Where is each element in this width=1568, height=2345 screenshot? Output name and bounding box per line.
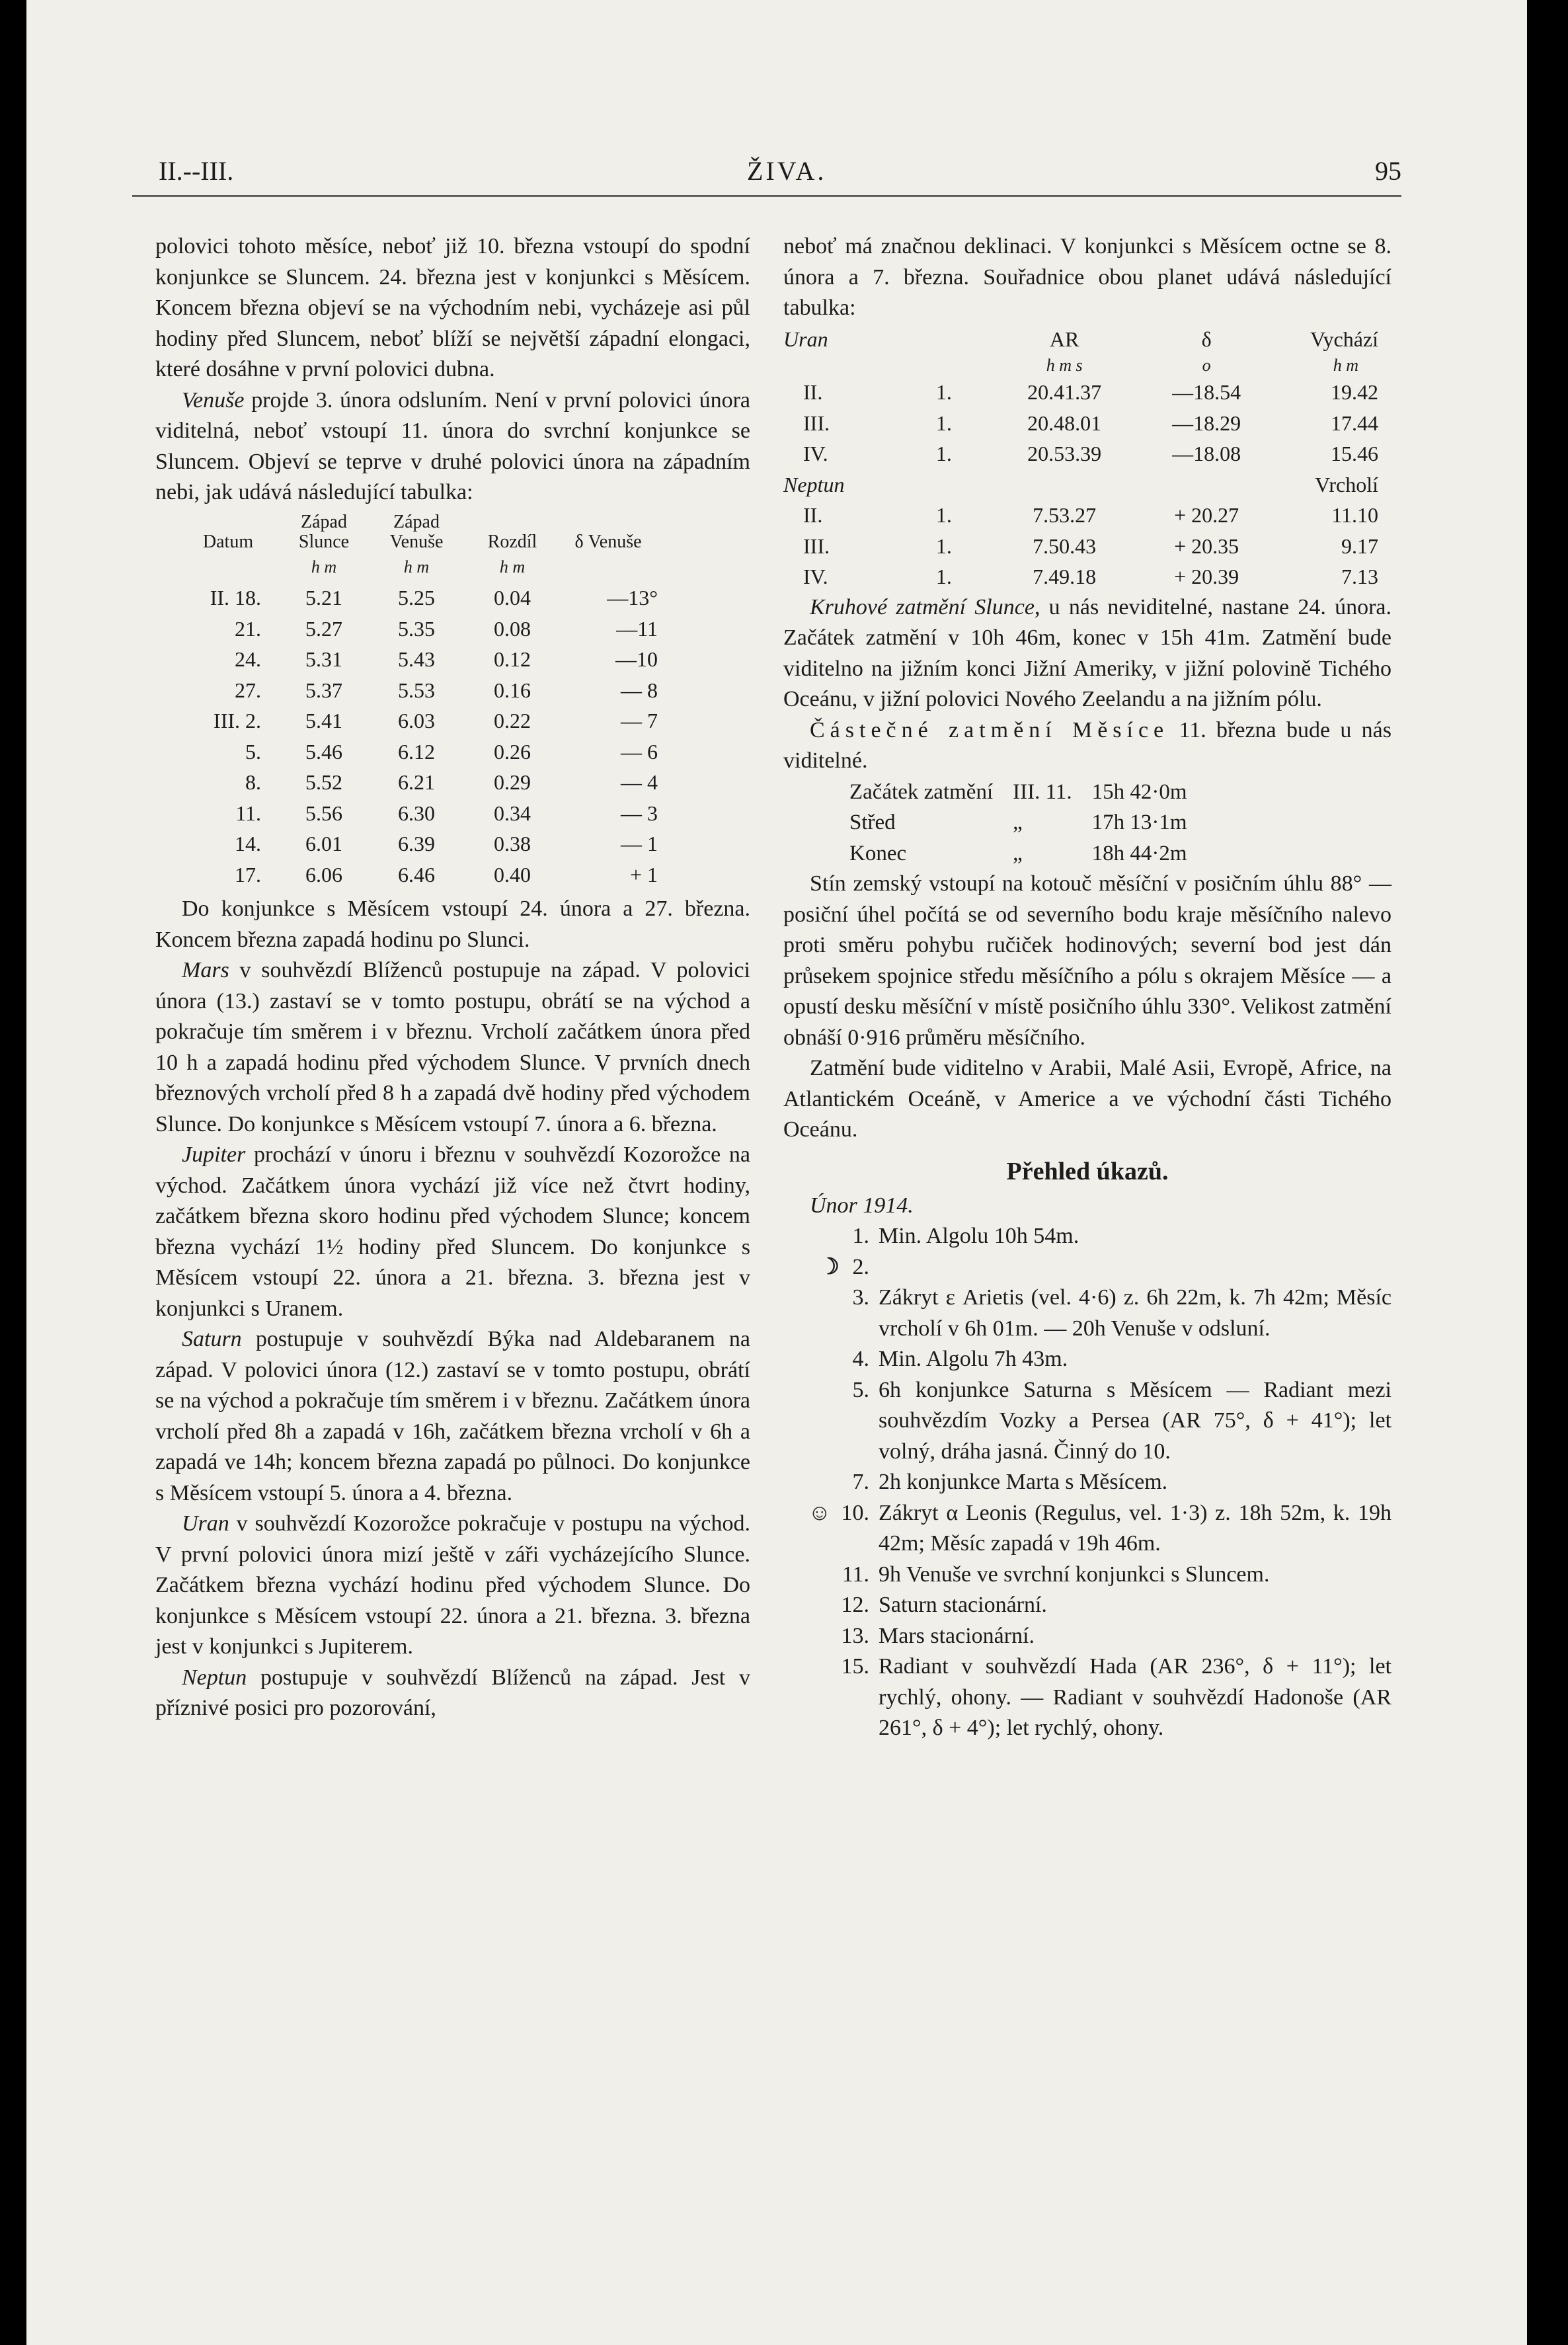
- neptun-header-row: [783, 469, 1378, 500]
- venus-table-row: 8. 5.52 6.21 0.29 — 4: [245, 770, 658, 794]
- neptun-row: IV. 1. 7.49.18 + 20.39 7.13: [803, 565, 1378, 588]
- neptun-name: Neptun: [182, 1665, 247, 1690]
- event-day: 3.: [852, 1285, 869, 1310]
- eclipse-row: Konec „ 18h 44·2m: [849, 841, 1187, 865]
- solar-eclipse-paragraph: Kruhové zatmění Slunce, u nás neviditelné, nastane 24. února. Začátek zatmění v 10h 46m, konec v 15h 41m. Zatmění bude viditelno na jižním konci Jižní Ameriky, v jižní polovině Tichého Oceánu, v jižní polovici Nového Zeelandu a na jižním pólu.: [783, 594, 1392, 711]
- col-declination: δ Venuše: [574, 531, 642, 552]
- left-column: [155, 231, 750, 1724]
- event-day: 11.: [842, 1562, 869, 1587]
- event-item: [783, 1375, 1392, 1468]
- venus-table-units: h m h m h m: [311, 557, 526, 576]
- event-item: [783, 1252, 1392, 1283]
- venus-table-row: 21. 5.27 5.35 0.08 —11: [235, 616, 658, 641]
- event-day: 1.: [852, 1224, 869, 1248]
- col-delta: δ: [1201, 327, 1212, 351]
- venus-table-row: 27. 5.37 5.53 0.16 — 8: [235, 678, 658, 702]
- venus-table-row: III. 2. 5.41 6.03 0.22 — 7: [214, 709, 658, 733]
- right-column: [783, 231, 1392, 1744]
- event-text: Saturn stacionární.: [879, 1593, 1047, 1617]
- venus-table-row: 11. 5.56 6.30 0.34 — 3: [235, 801, 658, 825]
- venus-table-row: 5. 5.46 6.12 0.26 — 6: [245, 739, 658, 764]
- planet-coordinates-table: [783, 324, 1378, 592]
- mars-name: Mars: [182, 958, 229, 982]
- event-item: [783, 1344, 1392, 1375]
- venus-name: Venuše: [182, 387, 245, 413]
- lunar-eclipse-title: Částečné zatmění Měsíce: [810, 717, 1169, 742]
- event-text: 2h konjunkce Marta s Měsícem.: [879, 1470, 1168, 1494]
- event-day: 13.: [841, 1623, 869, 1648]
- mars-paragraph: Mars v souhvězdí Blíženců postupuje na západ. V polovici února (13.) zastaví se v tomto postupu, obrátí se na východ a pokračuje tím směrem i v březnu. Vrcholí začátkem února před 10 h a zapadá hodinu před východem Slunce. V prvních dnech březnových vrcholí před 8 h a zapadá dvě hodiny před východem Slunce. Do konjunkce s Měsícem vstoupí 7. února a 6. března.: [155, 958, 750, 1136]
- eclipse-row: Začátek zatmění III. 11. 15h 42·0m: [849, 779, 1187, 804]
- neptun-row: III. 1. 7.50.43 + 20.35 9.17: [803, 534, 1378, 558]
- col-venus-set: Západ Venuše: [389, 511, 444, 552]
- event-item: [783, 1590, 1392, 1621]
- venus-paragraph: Venuše projde 3. února odsluním. Není v první polovici února viditelná, neboť vstoupí 11. února do svrchní konjunkce se Sluncem. Objeví se teprve v druhé polovici února na západním nebi, jak udává následující tabulka:: [155, 387, 750, 504]
- visibility-paragraph: Zatmění bude viditelno v Arabii, Malé Asii, Evropě, Africe, na Atlantickém Oceáně, v Americe a ve východní části Tichého Oceánu.: [783, 1056, 1392, 1142]
- lunar-eclipse-paragraph: Částečné zatmění Měsíce 11. března bude u nás viditelné.: [783, 717, 1392, 773]
- event-text: 9h Venuše ve svrchní konjunkci s Sluncem.: [879, 1562, 1270, 1587]
- journal-title: ŽIVA.: [747, 156, 827, 186]
- page-header: [132, 149, 1401, 188]
- uran-label: Uran: [783, 327, 828, 351]
- event-day: 2.: [852, 1254, 869, 1279]
- event-text: Min. Algolu 7h 43m.: [879, 1347, 1068, 1371]
- event-symbol-icon: ☺: [808, 1500, 832, 1525]
- neptun-paragraph: Neptun postupuje v souhvězdí Blíženců na západ. Jest v příznivé posici pro pozorování,: [155, 1665, 750, 1720]
- saturn-paragraph: Saturn postupuje v souhvězdí Býka nad Aldebaranem na západ. V polovici února (12.) zastaví se v tomto postupu, obrátí se na východ a pokračuje tím směrem i v březnu. Začátkem února vrcholí před 8h a zapadá v 16h, začátkem března vrcholí v 6h a zapadá ve 14h; koncem března zapadá po půlnoci. Do konjunkce s Měsícem vstoupí 5. února a 4. března.: [155, 1327, 750, 1505]
- event-day: 5.: [852, 1377, 869, 1402]
- section-title: Přehled úkazů.: [1006, 1157, 1169, 1185]
- event-text: Zákryt ε Arietis (vel. 4·6) z. 6h 22m, k. 7h 42m; Měsíc vrcholí v 6h 01m. — 20h Venuše v odsluní.: [879, 1285, 1392, 1341]
- venus-table-row: 14. 6.01 6.39 0.38 — 1: [235, 832, 658, 855]
- event-day: 7.: [852, 1470, 869, 1494]
- event-day: 12.: [841, 1593, 869, 1617]
- jupiter-name: Jupiter: [182, 1142, 246, 1167]
- venus-table-row: 17. 6.06 6.46 0.40 + 1: [235, 862, 658, 887]
- uran-row: III. 1. 20.48.01 —18.29 17.44: [803, 411, 1378, 435]
- uran-paragraph: Uran v souhvězdí Kozorožce pokračuje v postupu na východ. V první polovici února mizí ještě v záři vycházejícího Slunce. Začátkem března vychází hodinu před východem Slunce. Do konjunkce s Měsícem vstoupí 22. února a 21. března. 3. března jest v konjunkci s Jupiterem.: [155, 1511, 750, 1659]
- mercury-paragraph: polovici tohoto měsíce, neboť již 10. března vstoupí do spodní konjunkce se Sluncem. 24. března jest v konjunkci s Měsícem. Koncem března objeví se na východním nebi, vycházeje asi půl hodiny před Sluncem, neboť blíží se největší západní elongaci, které dosáhne v první polovici dubna.: [155, 234, 750, 381]
- venus-table: [175, 512, 658, 891]
- col-ar: AR: [1049, 327, 1079, 351]
- event-text: [879, 1252, 1392, 1283]
- venus-table-row: 24. 5.31 5.43 0.12 —10: [235, 647, 658, 671]
- event-text: Radiant v souhvězdí Hada (AR 236°, δ + 11°); let rychlý, ohony. — Radiant v souhvězdí Hadonoše (AR 261°, δ + 4°); let rychlý, ohony.: [879, 1654, 1392, 1740]
- uran-header-row: [783, 324, 1378, 355]
- event-item: [783, 1221, 1392, 1252]
- neptun-continued-paragraph: neboť má značnou deklinaci. V konjunkci s Měsícem octne se 8. února a 7. března. Souřadnice obou planet udává následující tabulka:: [783, 234, 1392, 320]
- events-list: [783, 1221, 1392, 1744]
- col-date: Datum: [202, 531, 254, 552]
- col-sunset: Západ Slunce: [298, 511, 350, 552]
- header-rule: [132, 195, 1401, 197]
- saturn-name: Saturn: [182, 1327, 242, 1351]
- event-day: 4.: [852, 1347, 869, 1371]
- event-text: Zákryt α Leonis (Regulus, vel. 1·3) z. 18h 52m, k. 19h 42m; Měsíc zapadá v 19h 46m.: [879, 1500, 1392, 1556]
- issue-number: II.--III.: [159, 156, 234, 186]
- event-day: 10.: [841, 1500, 869, 1525]
- eclipse-times-table: [849, 777, 1207, 869]
- shadow-paragraph: Stín zemský vstoupí na kotouč měsíční v posičním úhlu 88° — posiční úhel počítá se od severního bodu kraje měsíčního nalevo proti směru pohybu ručiček hodinových; severní bod jest dán průsekem spojnice středu měsíčního a pólu s okrajem Měsíce — a opustí desku měsíční v místě posičního úhlu 330°. Velikost zatmění obnáší 0·916 průměru měsíčního.: [783, 871, 1392, 1050]
- eclipse-row: Střed „ 17h 13·1m: [849, 811, 1187, 834]
- jupiter-paragraph: Jupiter prochází v únoru i březnu v souhvězdí Kozorožce na východ. Začátkem února vychází již více než čtvrt hodiny, začátkem března skoro hodinu před východem Slunce; koncem března vychází 1½ hodiny před Sluncem. Do konjunkce s Měsícem vstoupí 22. února a 21. března. 3. března jest v konjunkci s Uranem.: [155, 1142, 750, 1321]
- event-day: 15.: [841, 1654, 869, 1679]
- event-item: [783, 1560, 1392, 1591]
- venus-table-row: II. 18. 5.21 5.25 0.04 —13°: [210, 586, 658, 610]
- col-rise: Vychází: [1310, 327, 1378, 351]
- event-symbol-icon: ☽: [819, 1254, 840, 1279]
- venus-conjunction-paragraph: Do konjunkce s Měsícem vstoupí 24. února a 27. března. Koncem března zapadá hodinu po Slunci.: [155, 896, 750, 952]
- page-number: 95: [1375, 156, 1401, 186]
- col-culmination: Vrcholí: [1315, 472, 1378, 497]
- event-item: [783, 1621, 1392, 1652]
- neptun-row: II. 1. 7.53.27 + 20.27 11.10: [803, 503, 1378, 527]
- month-heading: Únor 1914.: [810, 1193, 914, 1218]
- event-item: [783, 1498, 1392, 1560]
- event-item: [783, 1651, 1392, 1744]
- solar-eclipse-title: Kruhové zatmění Slunce: [810, 594, 1035, 619]
- venus-table-header: [175, 512, 658, 552]
- event-item: [783, 1467, 1392, 1498]
- uran-row: II. 1. 20.41.37 —18.54 19.42: [803, 380, 1378, 404]
- col-difference: Rozdíl: [487, 531, 537, 552]
- uran-row: IV. 1. 20.53.39 —18.08 15.46: [803, 442, 1378, 465]
- neptun-label: Neptun: [783, 472, 845, 497]
- page: [26, 0, 1527, 2345]
- uran-name: Uran: [182, 1511, 229, 1536]
- event-text: Mars stacionární.: [879, 1623, 1035, 1648]
- event-item: [783, 1283, 1392, 1344]
- event-text: Min. Algolu 10h 54m.: [879, 1224, 1079, 1248]
- units-row: h m s o h m: [1046, 356, 1358, 375]
- event-text: 6h konjunkce Saturna s Měsícem — Radiant mezi souhvězdím Vozky a Persea (AR 75°, δ + 41°); let volný, dráha jasná. Činný do 10.: [879, 1377, 1392, 1464]
